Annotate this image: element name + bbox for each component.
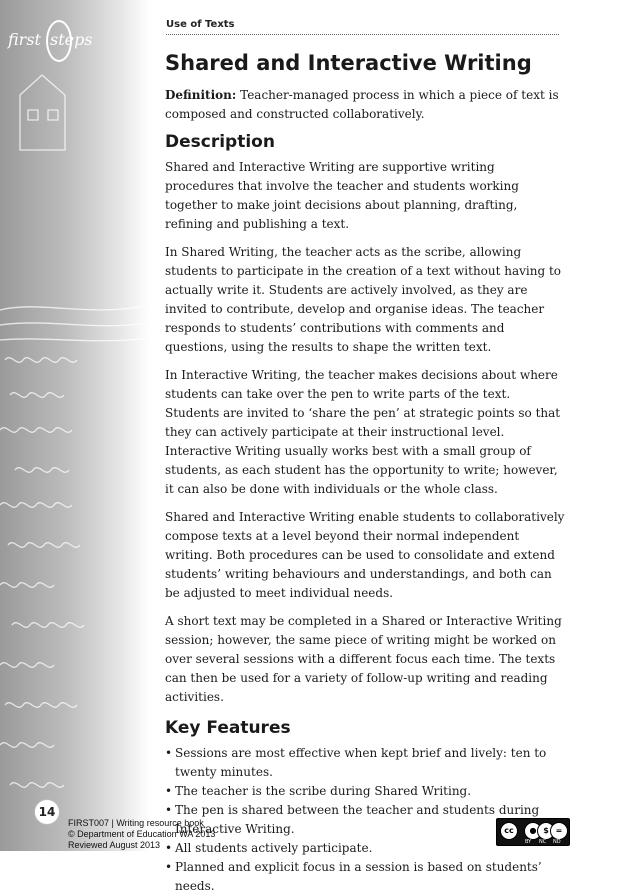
page-title: Shared and Interactive Writing [165, 51, 532, 75]
list-item: • Sessions are most effective when kept brief and lively: ten to twenty minutes. [165, 744, 565, 782]
by-icon: ● [524, 822, 542, 840]
footer [68, 818, 215, 851]
list-item: • The teacher is the scribe during Shared Writing. [165, 782, 565, 801]
description-heading: Description [165, 132, 275, 152]
definition-label: Definition: [165, 88, 237, 102]
description-paragraph: Shared and Interactive Writing are supportive writing procedures that involve the teacher and students working together to make joint decisions about planning, drafting, refining and publishing a text. [165, 160, 519, 231]
nc-icon: $ [537, 822, 555, 840]
list-item: • Planned and explicit focus in a session is based on students’ needs. [165, 858, 565, 896]
footer-line: Reviewed August 2013 [68, 840, 161, 850]
by-label: BY [525, 839, 532, 845]
logo-word-steps: steps [50, 30, 93, 49]
logo-word-first: first [8, 30, 41, 49]
key-features-heading: Key Features [165, 718, 291, 738]
definition [165, 86, 565, 124]
description-paragraph: In Interactive Writing, the teacher makes decisions about where students can take over the pen to write parts of the text. Students are invited to ‘share the pen’ at strategic points so that they can actively participate at their instructional level. Interactive Writing usually works best with a small group of students, as each student has the opportunity to write; however, it can also be done with individuals or the whole class. [165, 368, 561, 496]
nd-icon: = [550, 822, 568, 840]
nc-label: NC [539, 839, 547, 845]
list-item: • All students actively participate. [165, 839, 565, 858]
description-paragraph: Shared and Interactive Writing enable students to collaboratively compose texts at a level beyond their normal independent writing. Both procedures can be used to consolidate and extend students’ writing behaviours and understandings, and both can be adjusted to meet individual needs. [165, 510, 565, 600]
footer-line: FIRST007 | Writing resource book [68, 818, 204, 828]
creative-commons-badge [496, 818, 570, 846]
definition-text: Teacher-managed process in which a piece of text is composed and constructed collaboratively. [165, 88, 559, 121]
sidebar-background [0, 0, 150, 851]
handwriting-decoration [0, 0, 150, 851]
footer-line: © Department of Education WA 2013 [68, 829, 216, 839]
cc-icon: cc [500, 822, 518, 840]
description-paragraph: In Shared Writing, the teacher acts as the scribe, allowing students to participate in the creation of a text without having to actually write it. Students are actively involved, as they are invited to contribute, develop and organise ideas. The teacher responds to students’ contributions with comments and questions, using the results to shape the written text. [165, 245, 562, 354]
section-header: Use of Texts [166, 19, 235, 30]
header-divider [166, 34, 559, 35]
first-steps-logo [8, 20, 93, 60]
nd-label: ND [553, 839, 561, 845]
main-content [165, 48, 565, 896]
list-item: • The pen is shared between the teacher and students during Interactive Writing. [165, 801, 565, 839]
page-number: 14 [34, 799, 60, 825]
description-paragraph: A short text may be completed in a Shared or Interactive Writing session; however, the same piece of writing might be worked on over several sessions with a different focus each time. The texts can then be used for a variety of follow-up writing and reading activities. [165, 614, 562, 704]
